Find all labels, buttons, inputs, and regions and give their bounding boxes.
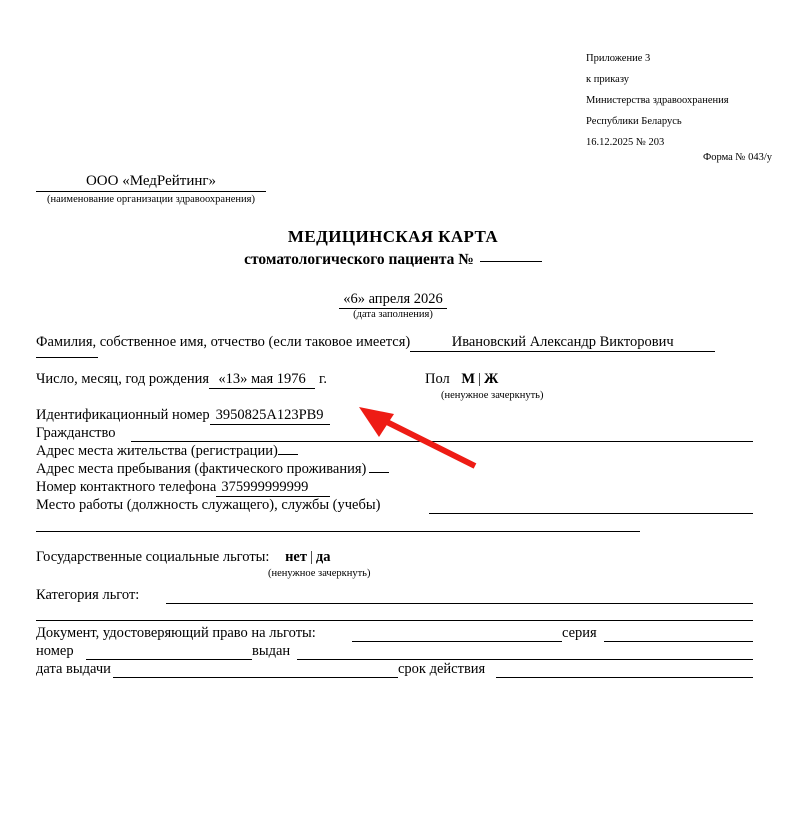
field-benefit-document-validity-rule[interactable]	[496, 677, 753, 678]
field-benefit-document-validity-label: срок действия	[398, 661, 486, 677]
field-actual-address	[36, 460, 389, 478]
field-benefit-document-issued	[252, 642, 290, 660]
field-phone-value[interactable]: 375999999999	[216, 478, 330, 497]
field-birth-date-label: Число, месяц, год рождения	[36, 371, 210, 387]
field-citizenship-label: Гражданство	[36, 425, 116, 441]
organization-caption: (наименование организации здравоохранения)	[47, 194, 255, 205]
field-birth-date-value[interactable]: «13» мая 1976	[209, 370, 315, 389]
field-residence-address-value[interactable]	[278, 454, 298, 455]
field-benefit-document-series-rule[interactable]	[604, 641, 753, 642]
field-phone	[36, 478, 330, 497]
field-social-benefits-option-no[interactable]: нет	[285, 549, 307, 565]
field-social-benefits	[36, 548, 330, 566]
page-subtitle	[0, 251, 786, 269]
field-actual-address-label: Адрес места пребывания (фактического проживания)	[36, 461, 367, 477]
field-gender-separator: |	[478, 371, 481, 387]
field-workplace	[36, 496, 380, 514]
field-birth-date	[36, 370, 327, 389]
field-residence-address	[36, 442, 298, 460]
field-gender-caption: (ненужное зачеркнуть)	[441, 390, 544, 401]
header-line-republic: Республики Беларусь	[586, 116, 682, 127]
field-benefit-document-number-label: номер	[36, 643, 74, 659]
field-benefit-document-label: Документ, удостоверяющий право на льготы:	[36, 625, 316, 641]
page-subtitle-text: стоматологического пациента №	[244, 251, 474, 268]
field-workplace-continuation-rule[interactable]	[36, 531, 640, 532]
field-benefit-document-issued-rule[interactable]	[297, 659, 753, 660]
document-header-reference	[586, 48, 786, 153]
header-line-ministry: Министерства здравоохранения	[586, 95, 729, 106]
field-social-benefits-label: Государственные социальные льготы:	[36, 549, 270, 565]
header-line-order: к приказу	[586, 74, 629, 85]
field-benefit-document-issued-label: выдан	[252, 643, 291, 659]
field-benefit-document-value-rule[interactable]	[352, 641, 562, 642]
field-gender	[425, 370, 498, 388]
field-workplace-value-rule[interactable]	[429, 513, 753, 514]
organization-name: ООО «МедРейтинг»	[36, 172, 266, 192]
fill-date-value[interactable]: «6» апреля 2026	[339, 291, 447, 309]
fill-date-caption: (дата заполнения)	[353, 309, 433, 320]
header-line-date-number: 16.12.2025 № 203	[586, 137, 665, 148]
field-full-name-continuation-rule[interactable]	[36, 357, 98, 358]
header-line-appendix: Приложение 3	[586, 53, 651, 64]
field-identification-number-label: Идентификационный номер	[36, 407, 210, 423]
field-benefit-document-series	[562, 624, 597, 642]
field-benefit-category-continuation-rule[interactable]	[36, 620, 753, 621]
fill-date-block	[0, 290, 786, 309]
field-benefit-category	[36, 586, 139, 604]
organization-block	[36, 172, 266, 207]
field-benefit-category-label: Категория льгот:	[36, 587, 140, 603]
field-full-name-value[interactable]: Ивановский Александр Викторович	[410, 333, 715, 352]
field-gender-option-female[interactable]: Ж	[484, 371, 499, 387]
field-benefit-document-validity	[398, 660, 485, 678]
field-social-benefits-option-yes[interactable]: да	[315, 549, 331, 565]
field-social-benefits-caption: (ненужное зачеркнуть)	[268, 568, 371, 579]
field-full-name-label: Фамилия, собственное имя, отчество (если таковое имеется)	[36, 334, 411, 350]
field-identification-number-value[interactable]: 3950825A123PB9	[210, 406, 330, 425]
field-benefit-category-value-rule[interactable]	[166, 603, 753, 604]
field-benefit-document	[36, 624, 316, 642]
field-benefit-document-number	[36, 642, 74, 660]
field-workplace-label: Место работы (должность служащего), службы (учебы)	[36, 497, 381, 513]
field-residence-address-label: Адрес места жительства (регистрации)	[36, 443, 278, 459]
field-benefit-document-issue-date	[36, 660, 111, 678]
field-gender-label: Пол	[425, 371, 450, 387]
card-number-blank[interactable]	[480, 261, 542, 262]
field-identification-number	[36, 406, 330, 425]
field-benefit-document-series-label: серия	[562, 625, 597, 641]
field-citizenship	[36, 424, 116, 442]
field-birth-date-suffix: г.	[319, 371, 327, 387]
field-full-name	[36, 333, 715, 352]
header-form-number: Форма № 043/у	[702, 152, 772, 163]
field-benefit-document-number-rule[interactable]	[86, 659, 252, 660]
field-phone-label: Номер контактного телефона	[36, 479, 217, 495]
field-social-benefits-separator: |	[309, 549, 313, 565]
field-actual-address-value[interactable]	[369, 472, 389, 473]
field-benefit-document-issue-date-label: дата выдачи	[36, 661, 111, 677]
field-gender-option-male[interactable]: М	[461, 371, 476, 387]
page-title: МЕДИЦИНСКАЯ КАРТА	[287, 227, 499, 246]
field-benefit-document-issue-date-rule[interactable]	[113, 677, 398, 678]
